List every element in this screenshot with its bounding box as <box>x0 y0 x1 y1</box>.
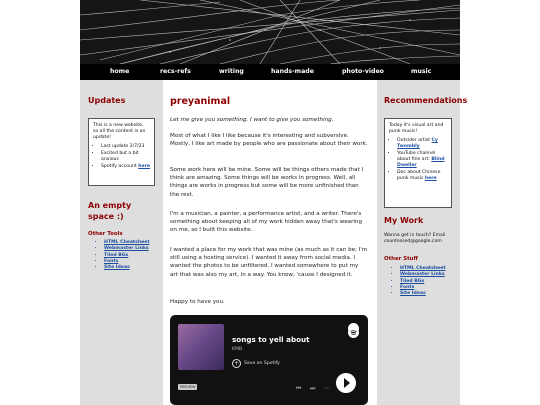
spotify-logo-icon[interactable] <box>348 323 359 334</box>
list-item: • Excited but a bit anxious <box>101 151 150 163</box>
blind-dweller-link[interactable]: Blind Dweller <box>397 157 445 168</box>
other-tools-heading: Other Tools <box>88 231 123 237</box>
nav-writing[interactable]: writing <box>219 68 244 75</box>
list-item: • Webmaster Links <box>400 272 446 278</box>
paragraph-5: Happy to have you. <box>170 299 225 305</box>
tagline: Let me give you something. I want to give you something. <box>170 117 334 123</box>
list-item: • Tiled BGs <box>104 253 150 259</box>
artist-name[interactable]: KMB <box>232 347 243 352</box>
play-button[interactable] <box>336 373 356 393</box>
spotify-link[interactable]: here <box>138 164 150 169</box>
page <box>80 0 468 405</box>
other-stuff-heading: Other Stuff <box>384 256 418 262</box>
paragraph-2: Some work here will be mine. Some will be things others made that I think are amazing. Some things will be works in progress. Well, all things are works in progress but some will be more unfinished than the rest. <box>170 167 364 198</box>
top-nav <box>80 64 460 80</box>
plus-icon: + <box>233 360 240 367</box>
recs-intro: Today it's visual art and punk music! <box>389 123 444 134</box>
paragraph-3: I'm a musician, a painter, a performance artist, and a writer. There's something about keeping all of my work hidden away that's wearing on me, so I built this website. <box>170 211 363 234</box>
list-item: • Tiled BGs <box>400 279 446 285</box>
page-title: preyanimal <box>170 96 231 107</box>
list-item: • Outsider artist Cy Twombly <box>397 138 447 150</box>
punk-doc-link[interactable]: here <box>424 176 437 181</box>
preview-badge: PREVIEW <box>180 385 196 389</box>
save-label: Save on Spotify <box>244 361 280 366</box>
previous-track-icon[interactable]: ⏮ <box>296 385 302 392</box>
album-art <box>178 324 224 370</box>
banner-image <box>80 0 460 64</box>
updates-heading: Updates <box>88 96 126 105</box>
save-on-spotify-button[interactable] <box>232 359 280 368</box>
list-item: • Last update 2/7/23 <box>101 144 150 150</box>
list-item: • HTML Cheatsheet <box>400 266 446 272</box>
recommendations-heading: Recommendations <box>384 96 468 105</box>
list-item: • Doc about Chinese punk music here <box>397 170 447 182</box>
nav-photo-video[interactable]: photo-video <box>342 68 384 75</box>
nav-hands-made[interactable]: hands-made <box>271 68 314 75</box>
list-item: • Site Ideas <box>104 265 150 271</box>
list-item: • Webmaster Links <box>104 246 150 252</box>
other-tools-list <box>96 240 150 271</box>
more-options-icon[interactable]: ⋯ <box>324 385 330 392</box>
updates-box <box>88 118 155 186</box>
nav-recs-refs[interactable]: recs-refs <box>160 68 191 75</box>
other-stuff-list <box>392 266 446 297</box>
paragraph-4: I wanted a place for my work that was mine (as much as it can be; I'm still using a hosting service). I wanted it away from social media. I wanted the photos to be unfiltered. I wanted somewhere to put my art that was also my art, in a way. You know, 'cause I designed it. <box>170 247 368 278</box>
list-item: • Spotify account here <box>101 164 150 170</box>
my-work-heading: My Work <box>384 216 424 225</box>
nav-music[interactable]: music <box>411 68 432 75</box>
spiderweb-image <box>80 0 460 64</box>
list-item: • Site Ideas <box>400 291 446 297</box>
song-title[interactable]: songs to yell about <box>232 335 310 344</box>
updates-intro: This is a new website, so all the content is an update! <box>93 123 146 140</box>
updates-list <box>93 144 150 170</box>
list-item: • YouTube channel about fine art: Blind Dweller <box>397 151 447 169</box>
cy-twombly-link[interactable]: Cy Twombly <box>397 138 438 149</box>
recs-list <box>389 138 447 182</box>
list-item: • Fonts <box>104 259 150 265</box>
empty-space-heading: An empty space :) <box>88 201 132 221</box>
list-item: • HTML Cheatsheet <box>104 240 150 246</box>
paragraph-1: Most of what I like I like because it's interesting and subversive. Mostly, I like art made by people who are passionate about their work. <box>170 133 368 148</box>
list-item: • Fonts <box>400 285 446 291</box>
nav-home[interactable]: home <box>110 68 130 75</box>
recommendations-box <box>384 118 452 208</box>
my-work-text: Wanna get in touch? Email countessed@google.com <box>384 233 446 244</box>
next-track-icon[interactable]: ⏭ <box>310 385 316 392</box>
spotify-player[interactable] <box>170 315 368 405</box>
